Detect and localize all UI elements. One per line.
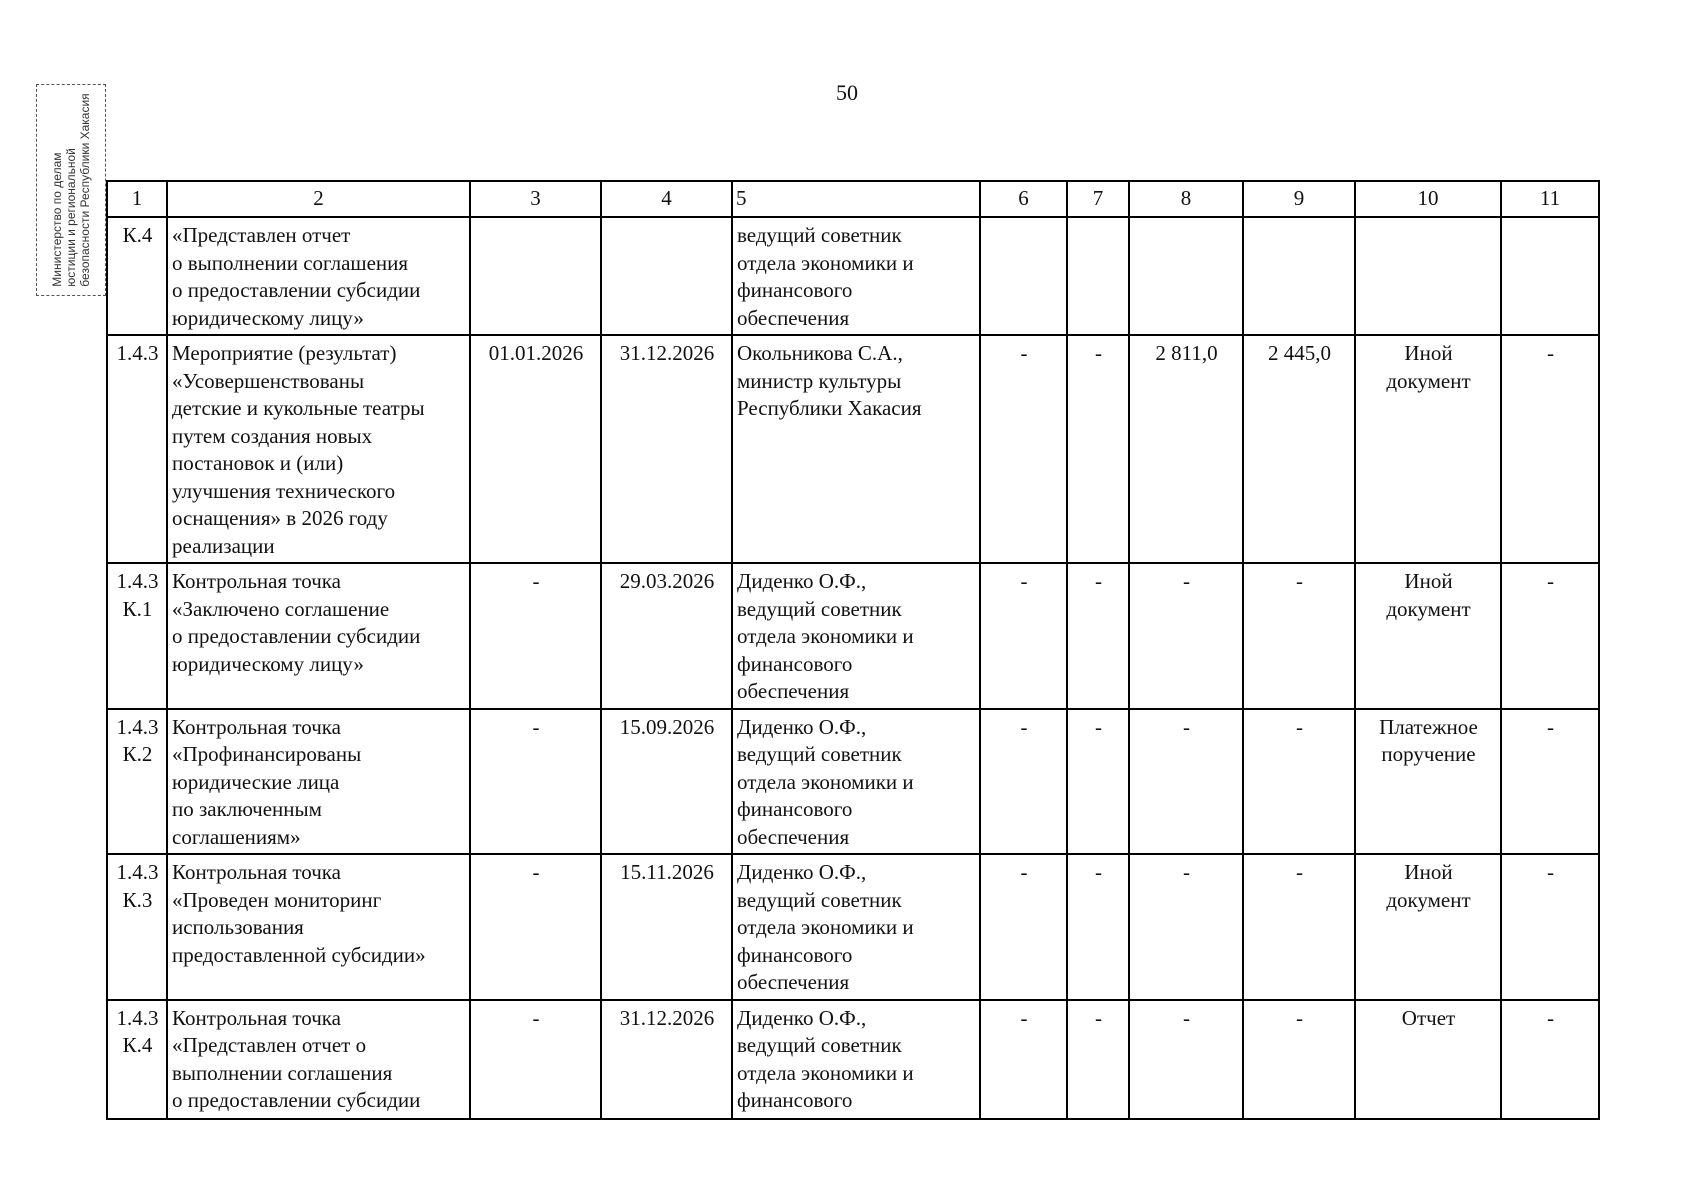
- cell-col7: -: [1067, 563, 1129, 709]
- cell-col6: -: [980, 335, 1067, 563]
- cell-number: 1.4.3 К.1: [107, 563, 167, 709]
- column-header-7: 7: [1067, 181, 1129, 217]
- cell-responsible: Окольникова С.А., министр культуры Республики Хакасия: [732, 335, 980, 563]
- cell-name: «Представлен отчет о выполнении соглашения о предоставлении субсидии юридическому лицу»: [167, 217, 470, 335]
- cell-name: Мероприятие (результат) «Усовершенствованы детские и кукольные театры путем создания новых постановок и (или) улучшения технического оснащения» в 2026 году реализации: [167, 335, 470, 563]
- cell-col7: [1067, 217, 1129, 335]
- cell-col11: -: [1501, 709, 1599, 855]
- cell-name: Контрольная точка «Профинансированы юридические лица по заключенным соглашениям»: [167, 709, 470, 855]
- cell-col6: -: [980, 563, 1067, 709]
- cell-document-type: Отчет: [1355, 1000, 1501, 1119]
- cell-col11: -: [1501, 335, 1599, 563]
- cell-start-date: [470, 217, 601, 335]
- cell-number: 1.4.3: [107, 335, 167, 563]
- table-row: [107, 854, 1599, 1000]
- cell-col8: -: [1129, 1000, 1243, 1119]
- column-header-1: 1: [107, 181, 167, 217]
- column-header-2: 2: [167, 181, 470, 217]
- cell-responsible: Диденко О.Ф., ведущий советник отдела экономики и финансового обеспечения: [732, 709, 980, 855]
- column-header-8: 8: [1129, 181, 1243, 217]
- cell-responsible: Диденко О.Ф., ведущий советник отдела экономики и финансового: [732, 1000, 980, 1119]
- cell-col9: -: [1243, 854, 1355, 1000]
- cell-col8: [1129, 217, 1243, 335]
- column-header-9: 9: [1243, 181, 1355, 217]
- cell-col8: -: [1129, 563, 1243, 709]
- cell-col11: -: [1501, 1000, 1599, 1119]
- cell-name: Контрольная точка «Заключено соглашение о предоставлении субсидии юридическому лицу»: [167, 563, 470, 709]
- cell-col7: -: [1067, 854, 1129, 1000]
- cell-end-date: 15.11.2026: [601, 854, 732, 1000]
- table-body: [107, 217, 1599, 1119]
- cell-col6: -: [980, 1000, 1067, 1119]
- cell-document-type: [1355, 217, 1501, 335]
- cell-end-date: 29.03.2026: [601, 563, 732, 709]
- cell-end-date: 31.12.2026: [601, 1000, 732, 1119]
- cell-col9: -: [1243, 563, 1355, 709]
- cell-name: Контрольная точка «Проведен мониторинг использования предоставленной субсидии»: [167, 854, 470, 1000]
- cell-document-type: Иной документ: [1355, 563, 1501, 709]
- cell-start-date: -: [470, 854, 601, 1000]
- cell-name: Контрольная точка «Представлен отчет о выполнении соглашения о предоставлении субсидии: [167, 1000, 470, 1119]
- cell-col7: -: [1067, 335, 1129, 563]
- column-header-10: 10: [1355, 181, 1501, 217]
- cell-number: 1.4.3 К.4: [107, 1000, 167, 1119]
- cell-document-type: Иной документ: [1355, 335, 1501, 563]
- cell-col8: 2 811,0: [1129, 335, 1243, 563]
- registration-stamp: [36, 84, 106, 296]
- cell-col6: [980, 217, 1067, 335]
- cell-col9: 2 445,0: [1243, 335, 1355, 563]
- cell-col9: [1243, 217, 1355, 335]
- table-row: [107, 709, 1599, 855]
- table-row: [107, 563, 1599, 709]
- cell-number: К.4: [107, 217, 167, 335]
- cell-col8: -: [1129, 854, 1243, 1000]
- cell-col7: -: [1067, 709, 1129, 855]
- cell-document-type: Иной документ: [1355, 854, 1501, 1000]
- cell-start-date: 01.01.2026: [470, 335, 601, 563]
- cell-number: 1.4.3 К.3: [107, 854, 167, 1000]
- cell-col9: -: [1243, 709, 1355, 855]
- header-row: [107, 181, 1599, 217]
- cell-start-date: -: [470, 709, 601, 855]
- cell-start-date: -: [470, 563, 601, 709]
- cell-responsible: Диденко О.Ф., ведущий советник отдела экономики и финансового обеспечения: [732, 563, 980, 709]
- cell-end-date: 15.09.2026: [601, 709, 732, 855]
- cell-col11: -: [1501, 563, 1599, 709]
- cell-col11: [1501, 217, 1599, 335]
- column-header-11: 11: [1501, 181, 1599, 217]
- cell-document-type: Платежное поручение: [1355, 709, 1501, 855]
- table-row: [107, 217, 1599, 335]
- events-table: [106, 180, 1600, 1120]
- stamp-text: Министерство по делам юстиции и региональной безопасности Республики Хакасия: [50, 93, 92, 287]
- cell-col7: -: [1067, 1000, 1129, 1119]
- column-header-6: 6: [980, 181, 1067, 217]
- page-number: 50: [836, 80, 858, 105]
- cell-number: 1.4.3 К.2: [107, 709, 167, 855]
- cell-col6: -: [980, 709, 1067, 855]
- column-header-4: 4: [601, 181, 732, 217]
- cell-responsible: ведущий советник отдела экономики и финансового обеспечения: [732, 217, 980, 335]
- column-header-5: 5: [732, 181, 980, 217]
- column-header-3: 3: [470, 181, 601, 217]
- table-row: [107, 335, 1599, 563]
- table-row: [107, 1000, 1599, 1119]
- cell-col11: -: [1501, 854, 1599, 1000]
- cell-col6: -: [980, 854, 1067, 1000]
- cell-start-date: -: [470, 1000, 601, 1119]
- cell-col8: -: [1129, 709, 1243, 855]
- cell-end-date: [601, 217, 732, 335]
- cell-end-date: 31.12.2026: [601, 335, 732, 563]
- cell-responsible: Диденко О.Ф., ведущий советник отдела экономики и финансового обеспечения: [732, 854, 980, 1000]
- cell-col9: -: [1243, 1000, 1355, 1119]
